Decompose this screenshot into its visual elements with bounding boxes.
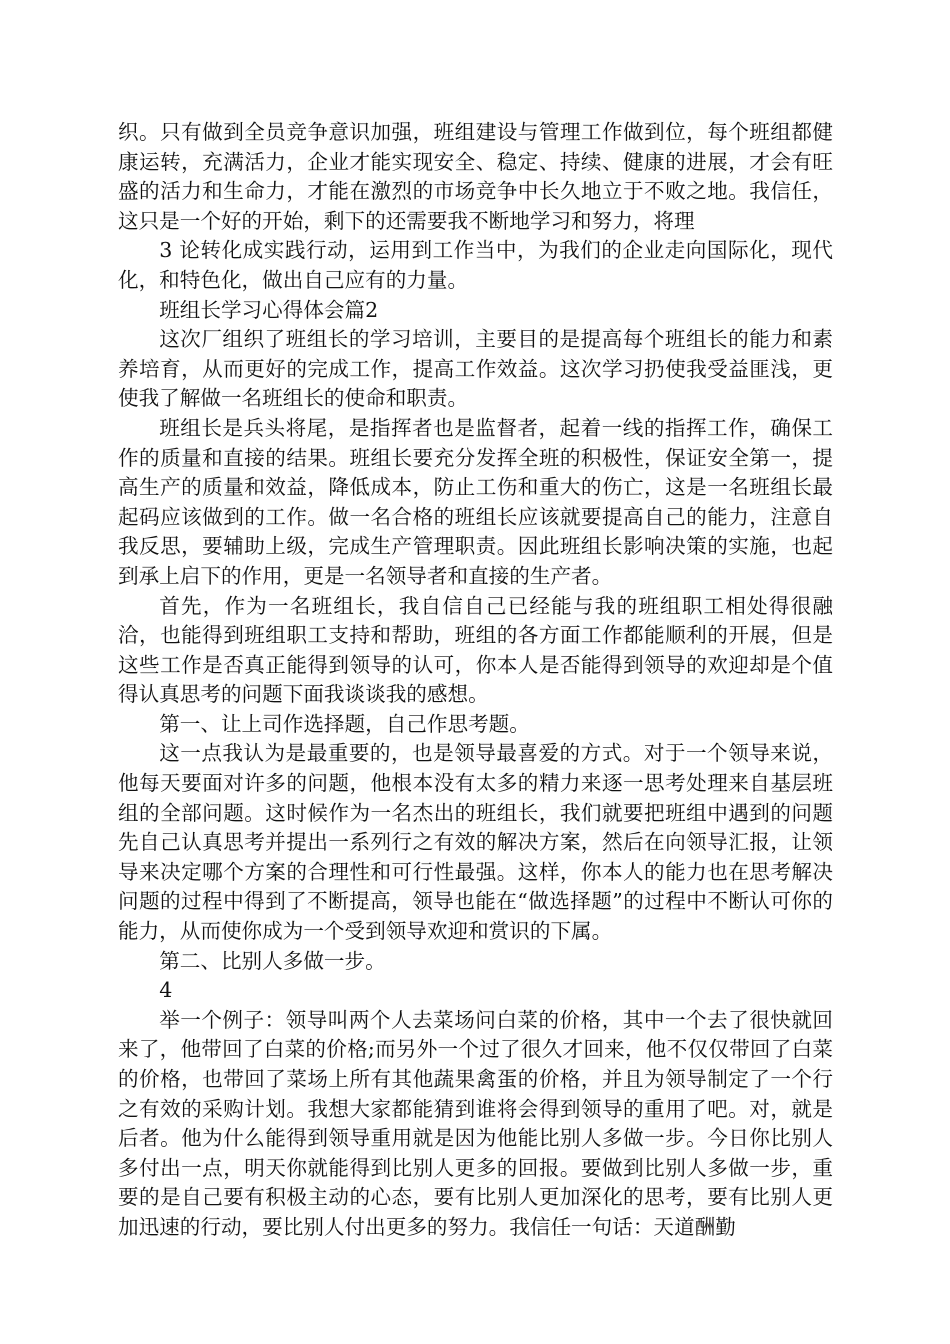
paragraph-page-3-start: 3 论转化成实践行动，运用到工作当中，为我们的企业走向国际化，现代化，和特色化，做出自己应有的力量。 — [118, 238, 833, 292]
paragraph: 班组长是兵头将尾，是指挥者也是监督者，起着一线的指挥工作，确保工作的质量和直接的结果。班组长要充分发挥全班的积极性，保证安全第一，提高生产的质量和效益，降低成本，防止工伤和重大的伤亡，这是一名班组长最起码应该做到的工作。做一名合格的班组长应该就要提高自己的能力，注意自我反思，要辅助上级，完成生产管理职责。因此班组长影响决策的实施，也起到承上启下的作用，更是一名领导者和直接的生产者。 — [118, 415, 833, 588]
paragraph-continuation: 织。只有做到全员竞争意识加强，班组建设与管理工作做到位，每个班组都健康运转，充满活力，企业才能实现安全、稳定、持续、健康的进展，才会有旺盛的活力和生命力，才能在激烈的市场竞争中长久地立于不败之地。我信任，这只是一个好的开始，剩下的还需要我不断地学习和努力，将理 — [118, 120, 833, 233]
point-heading-first: 第一、让上司作选择题，自己作思考题。 — [159, 711, 530, 736]
paragraph: 举一个例子：领导叫两个人去菜场问白菜的价格，其中一个去了很快就回来了，他带回了白菜的价格;而另外一个过了很久才回来，他不仅仅带回了白菜的价格，也带回了菜场上所有其他蔬果禽蛋的价格，并且为领导制定了一个行之有效的采购计划。我想大家都能猜到谁将会得到领导的重用了吧。对，就是后者。他为什么能得到领导重用就是因为他能比别人多做一步。今日你比别人多付出一点，明天你就能得到比别人更多的回报。要做到比别人多做一步，重要的是自己要有积极主动的心态，要有比别人更加深化的思考，要有比别人更加迅速的行动，要比别人付出更多的努力。我信任一句话：天道酬勤 — [118, 1007, 833, 1239]
point-heading-second: 第二、比别人多做一步。 — [159, 948, 386, 973]
paragraph: 首先，作为一名班组长，我自信自己已经能与我的班组职工相处得很融洽，也能得到班组职工支持和帮助，班组的各方面工作都能顺利的开展，但是这些工作是否真正能得到领导的认可，你本人是否能得到领导的欢迎却是个值得认真思考的问题下面我谈谈我的感想。 — [118, 593, 833, 707]
paragraph: 这次厂组织了班组长的学习培训，主要目的是提高每个班组长的能力和素养培育，从而更好的完成工作，提高工作效益。这次学习扔使我受益匪浅，更使我了解做一名班组长的使命和职责。 — [118, 327, 833, 411]
page-number: 4 — [159, 978, 173, 1003]
section-heading: 班组长学习心得体会篇2 — [159, 297, 379, 322]
document-body — [118, 118, 833, 1248]
paragraph: 这一点我认为是最重要的，也是领导最喜爱的方式。对于一个领导来说，他每天要面对许多的问题，他根本没有太多的精力来逐一思考处理来自基层班组的全部问题。这时候作为一名杰出的班组长，我们就要把班组中遇到的问题先自己认真思考并提出一系列行之有效的解决方案，然后在向领导汇报，让领导来决定哪个方案的合理性和可行性最强。这样，你本人的能力也在思考解决问题的过程中得到了不断提高，领导也能在“做选择题”的过程中不断认可你的能力，从而使你成为一个受到领导欢迎和赏识的下属。 — [118, 741, 833, 944]
